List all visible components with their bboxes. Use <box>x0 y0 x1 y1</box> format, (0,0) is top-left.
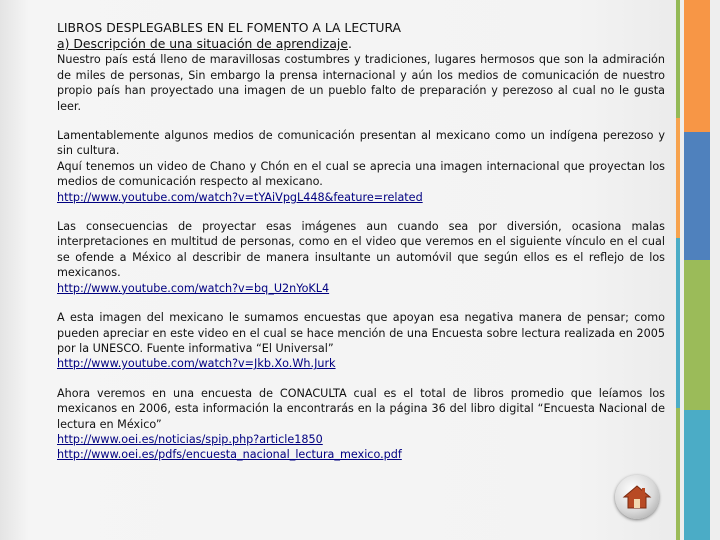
decorative-sidebar <box>676 0 720 540</box>
page-title: LIBROS DESPLEGABLES EN EL FOMENTO A LA LECTURA <box>57 20 402 35</box>
paragraph-link[interactable]: http://www.oei.es/noticias/spip.php?article1850 <box>57 432 323 446</box>
paragraph-gap <box>57 205 665 219</box>
home-icon <box>621 481 653 513</box>
paragraph-link[interactable]: http://www.youtube.com/watch?v=bq_U2nYoKL4 <box>57 281 330 295</box>
paragraph-gap <box>57 372 665 386</box>
subtitle-line: a) Descripción de una situación de aprendizaje. <box>57 36 352 51</box>
paragraph-link[interactable]: http://www.youtube.com/watch?v=Jkb.Xo.Wh.Jurk <box>57 357 336 371</box>
body-paragraph: Lamentablemente algunos medios de comunicación presentan al mexicano como un indígena perezoso y sin cultura. Aquí tenemos un video de Chano y Chón en el cual se aprecia una imagen internacional que proyectan los medios de comunicación respecto al mexicano. <box>57 129 665 189</box>
paragraph-link[interactable]: http://www.oei.es/pdfs/encuesta_nacional_lectura_mexico.pdf <box>57 448 402 462</box>
outer-color-stripe <box>676 0 680 540</box>
body-paragraph: A esta imagen del mexicano le sumamos encuestas que apoyan esa negativa manera de pensar; como pueden apreciar en este video en el cual se hace mención de una Encuesta sobre lectura realizada en 2005 por la UNESCO. Fuente informativa “El Universal” <box>57 311 665 355</box>
page-subtitle: a) Descripción de una situación de aprendizaje <box>57 36 348 51</box>
home-button[interactable] <box>615 475 659 519</box>
inner-color-stripe <box>684 0 710 540</box>
body-paragraph: Las consecuencias de proyectar esas imágenes aun cuando sea por diversión, ocasiona malas interpretaciones en multitud de personas, como en el video que veremos en el siguiente vínculo en el cual se ofende a México al describir de manera insultante un automóvil que según ellos es el reflejo de los mexicanos. <box>57 220 665 280</box>
paragraph-list <box>57 52 665 462</box>
body-paragraph: Nuestro país está lleno de maravillosas costumbres y tradiciones, lugares hermosos que son la admiración de miles de personas, Sin embargo la prensa internacional y aún los medios de comunicación de nuestro propio país han proyectado una imagen de un pueblo falto de preparación y perezoso al cual no le gusta leer. <box>57 53 665 113</box>
body-paragraph: Ahora veremos en una encuesta de CONACULTA cual es el total de libros promedio que leíamos los mexicanos en 2006, esta información la encontrarás en la página 36 del libro digital “Encuesta Nacional de lectura en México” <box>57 386 665 431</box>
paragraph-gap <box>57 296 665 310</box>
slide-content <box>57 20 665 463</box>
paragraph-link[interactable]: http://www.youtube.com/watch?v=tYAiVpgL448&feature=related <box>57 190 423 204</box>
paragraph-gap <box>57 114 665 128</box>
